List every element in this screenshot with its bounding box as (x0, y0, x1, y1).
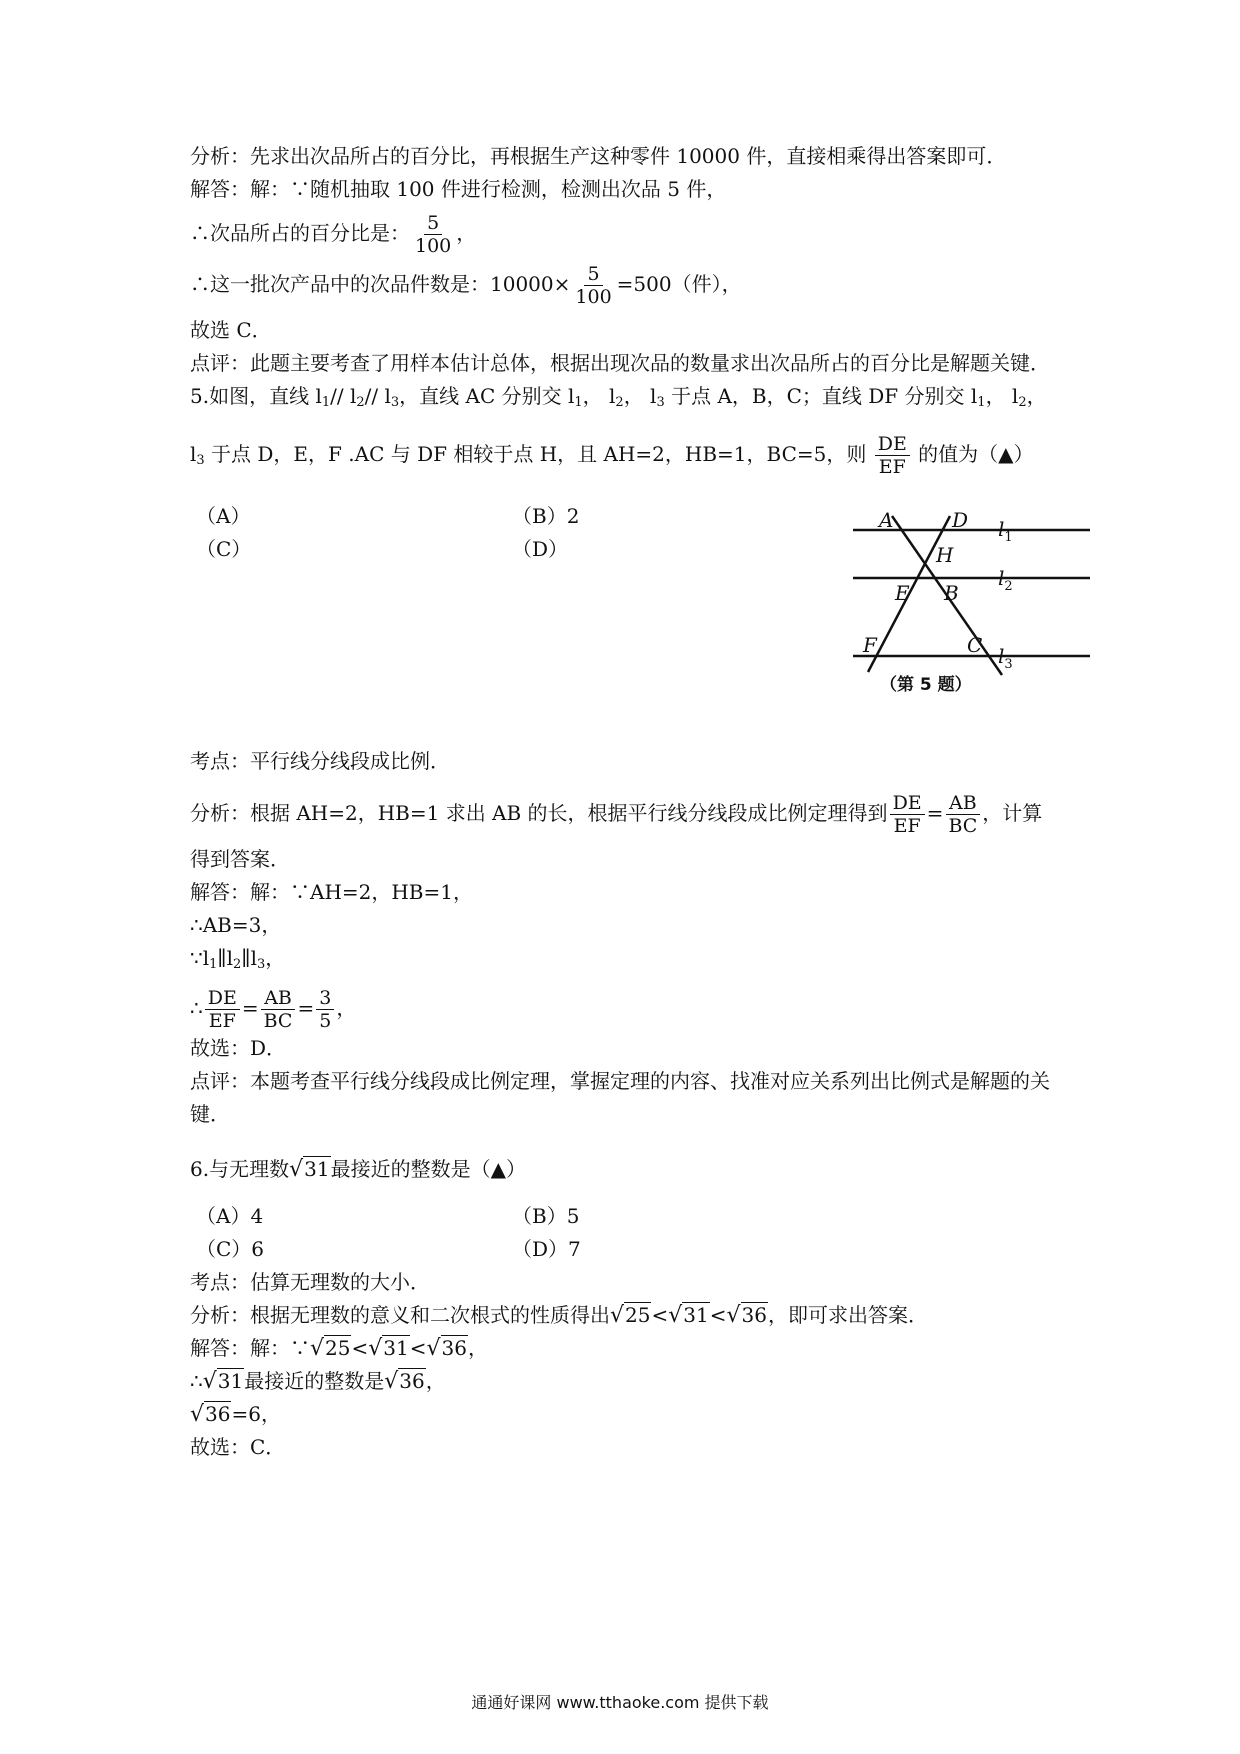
option-d: （D） (512, 537, 569, 561)
sqrt-25: √25 (610, 1303, 651, 1328)
figure-caption: （第 5 题） (880, 675, 972, 695)
fraction: $\frac{DE}{EF}$ (890, 792, 925, 837)
label-h: H (936, 543, 954, 567)
label-l2: $l_2$ (998, 566, 1013, 594)
q4-solution: 解答：解：∵随机抽取 100 件进行检测，检测出次品 5 件， (190, 177, 727, 201)
q6-options (196, 1200, 1070, 1266)
parallel-lines-figure (850, 500, 1130, 720)
q5-step3: ∴ $\frac{DE}{EF}$ = $\frac{AB}{BC}$ = $\frac{3}{5}$ ， (190, 987, 357, 1032)
sqrt-31: √31 (368, 1336, 409, 1361)
sqrt-36: √36 (726, 1303, 767, 1328)
q5-step2: $\because l_1\parallel l_2\parallel l_3$， (190, 946, 286, 972)
fraction: $\frac{DE}{EF}$ (875, 433, 910, 478)
fraction: $\frac{5}{100}$ (415, 212, 452, 257)
label-f: F (863, 633, 877, 657)
q6-answer: 故选：C． (190, 1435, 286, 1459)
fraction: $\frac{DE}{EF}$ (205, 987, 240, 1032)
q4-answer: 故选 C． (190, 318, 272, 342)
q4-step1: ∴次品所占的百分比是： $\frac{5}{100}$ ， (190, 212, 477, 257)
q4-step2: ∴这一批次产品中的次品件数是：10000× $\frac{5}{100}$ =500（件）， (190, 263, 742, 308)
q5-question-line1: 5.如图，直线 $l_1//$ $l_2//$ $l_3$，直线 AC 分别交 $l_1$， $l_2$， $l_3$ 于点 A，B，C；直线 DF 分别交 $l_1$， $l_2$， (190, 384, 1047, 410)
label-l1: $l_1$ (998, 517, 1013, 545)
option-c: （C）6 (196, 1237, 265, 1261)
document-body (190, 140, 1070, 1464)
option-d: （D）7 (512, 1237, 581, 1261)
q5-solution: 解答：解：∵AH=2，HB=1， (190, 880, 473, 904)
q5-analysis: 分析：根据 AH=2，HB=1 求出 AB 的长，根据平行线分线段成比例定理得到 $\frac{DE}{EF}$ = $\frac{AB}{BC}$ ，计算 (190, 792, 1043, 837)
label-l3: $l_3$ (998, 644, 1013, 672)
q6-step1: ∴√31最接近的整数是√36， (190, 1365, 1070, 1398)
label-a: A (879, 508, 894, 532)
fraction: $\frac{3}{5}$ (316, 987, 334, 1032)
q4-analysis: 分析：先求出次品所占的百分比，再根据生产这种零件 10000 件，直接相乘得出答案即可． (190, 144, 1007, 168)
q6-point: 考点：估算无理数的大小． (190, 1270, 430, 1294)
sqrt-31: √31 (202, 1369, 244, 1394)
label-b: B (944, 581, 959, 605)
option-a: （A）4 (196, 1204, 264, 1228)
option-b: （B）2 (512, 504, 580, 528)
q6-step2: √36=6， (190, 1398, 1070, 1431)
q5-comment: 点评：本题考查平行线分线段成比例定理，掌握定理的内容、找准对应关系列出比例式是解题的关键． (190, 1069, 1050, 1126)
q5-question-line2: $l_3$ 于点 D，E，F .AC 与 DF 相较于点 H，且 AH=2，HB=1，BC=5，则 $\frac{DE}{EF}$ 的值为（▲） (190, 433, 1034, 478)
q5-step1: ∴AB=3， (190, 913, 282, 937)
sqrt-25: √25 (310, 1336, 351, 1361)
q6-analysis: 分析：根据无理数的意义和二次根式的性质得出√25<√31<√36，即可求出答案． (190, 1299, 1070, 1332)
option-b: （B）5 (512, 1204, 580, 1228)
q5-point: 考点：平行线分线段成比例． (190, 749, 450, 773)
q5-options-and-figure (190, 500, 1070, 745)
sqrt-36: √36 (426, 1336, 467, 1361)
sqrt-36: √36 (384, 1369, 425, 1394)
option-c: （C） (196, 537, 252, 561)
option-a: （A） (196, 504, 251, 528)
fraction: $\frac{AB}{BC}$ (261, 987, 296, 1032)
label-d: D (952, 508, 969, 532)
sqrt-31: √31 (289, 1157, 330, 1182)
sqrt-31: √31 (668, 1303, 709, 1328)
q5-answer: 故选：D． (190, 1036, 287, 1060)
sqrt-36: √36 (190, 1402, 231, 1427)
q4-comment: 点评：此题主要考查了用样本估计总体，根据出现次品的数量求出次品所占的百分比是解题关键． (190, 351, 1050, 375)
label-e: E (895, 581, 910, 605)
fraction: $\frac{5}{100}$ (575, 263, 612, 308)
q6-question: 6.与无理数√31最接近的整数是（▲） (190, 1153, 1070, 1186)
q5-analysis-cont: 得到答案． (190, 847, 290, 871)
q6-solution: 解答：解：∵√25<√31<√36， (190, 1332, 1070, 1365)
page-footer: 通通好课网 www.tthaoke.com 提供下载 (471, 1693, 769, 1712)
label-c: C (967, 633, 983, 657)
fraction: $\frac{AB}{BC}$ (945, 792, 980, 837)
